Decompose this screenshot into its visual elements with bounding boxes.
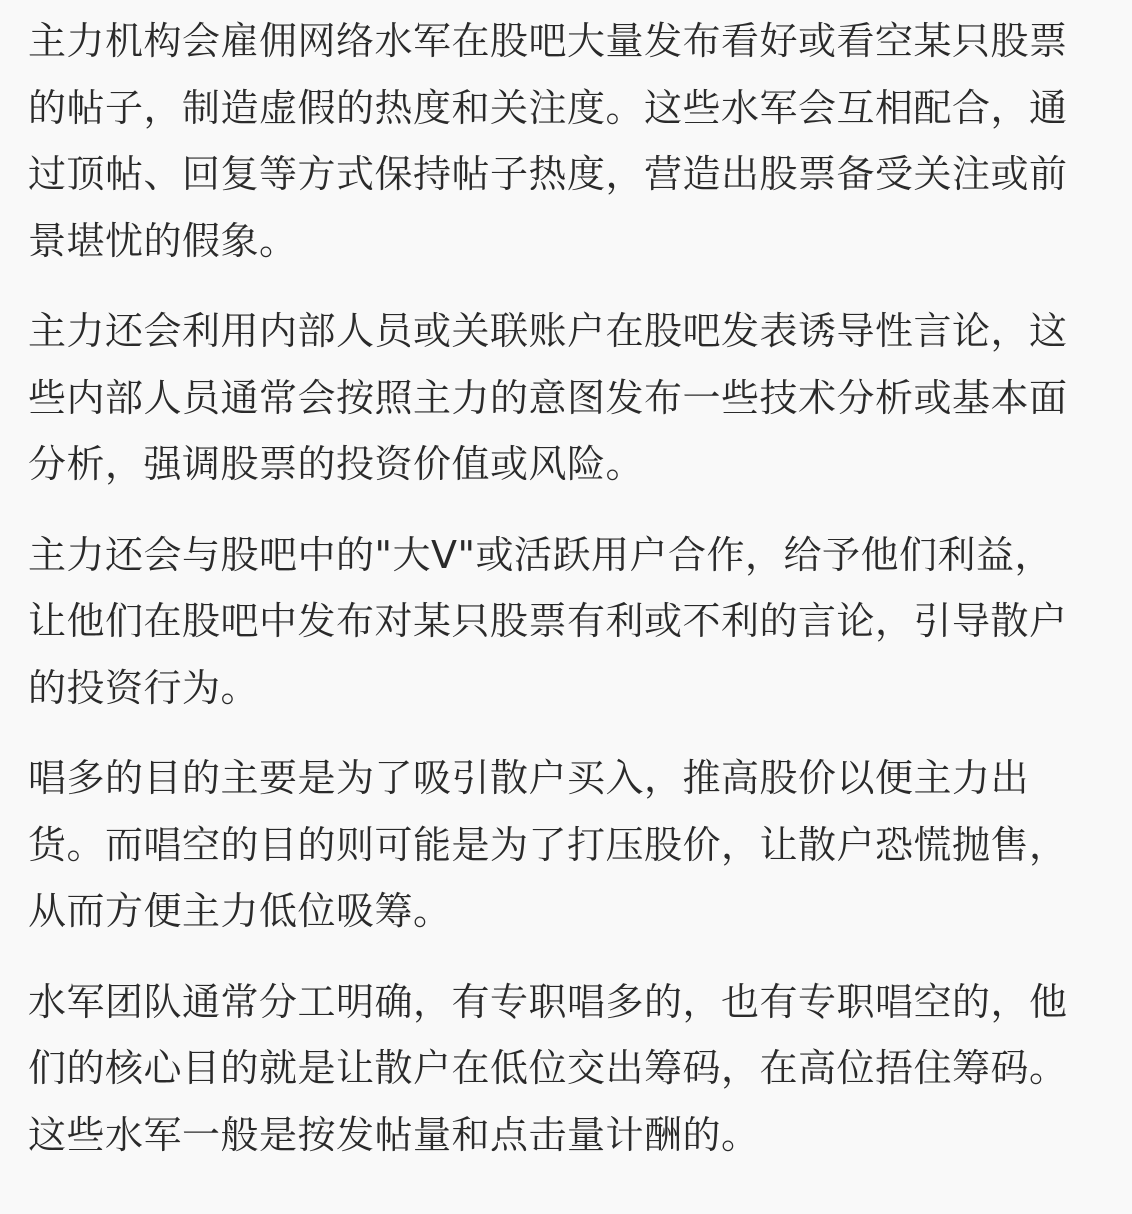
article-paragraph-4: 唱多的目的主要是为了吸引散户买入，推高股价以便主力出货。而唱空的目的则可能是为了打压股价，让散户恐慌抛售，从而方便主力低位吸筹。: [28, 756, 1068, 933]
article-paragraph-5: 水军团队通常分工明确，有专职唱多的，也有专职唱空的，他们的核心目的就是让散户在低位交出筹码，在高位捂住筹码。这些水军一般是按发帖量和点击量计酬的。: [28, 979, 1068, 1157]
article-paragraph-2: 主力还会利用内部人员或关联账户在股吧发表诱导性言论，这些内部人员通常会按照主力的意图发布一些技术分析或基本面分析，强调股票的投资价值或风险。: [28, 309, 1068, 486]
article-paragraph-3: 主力还会与股吧中的"大V"或活跃用户合作，给予他们利益，让他们在股吧中发布对某只股票有利或不利的言论，引导散户的投资行为。: [28, 532, 1068, 710]
article-paragraph-1: 主力机构会雇佣网络水军在股吧大量发布看好或看空某只股票的帖子，制造虚假的热度和关注度。这些水军会互相配合，通过顶帖、回复等方式保持帖子热度，营造出股票备受关注或前景堪忧的假象。: [28, 19, 1068, 263]
